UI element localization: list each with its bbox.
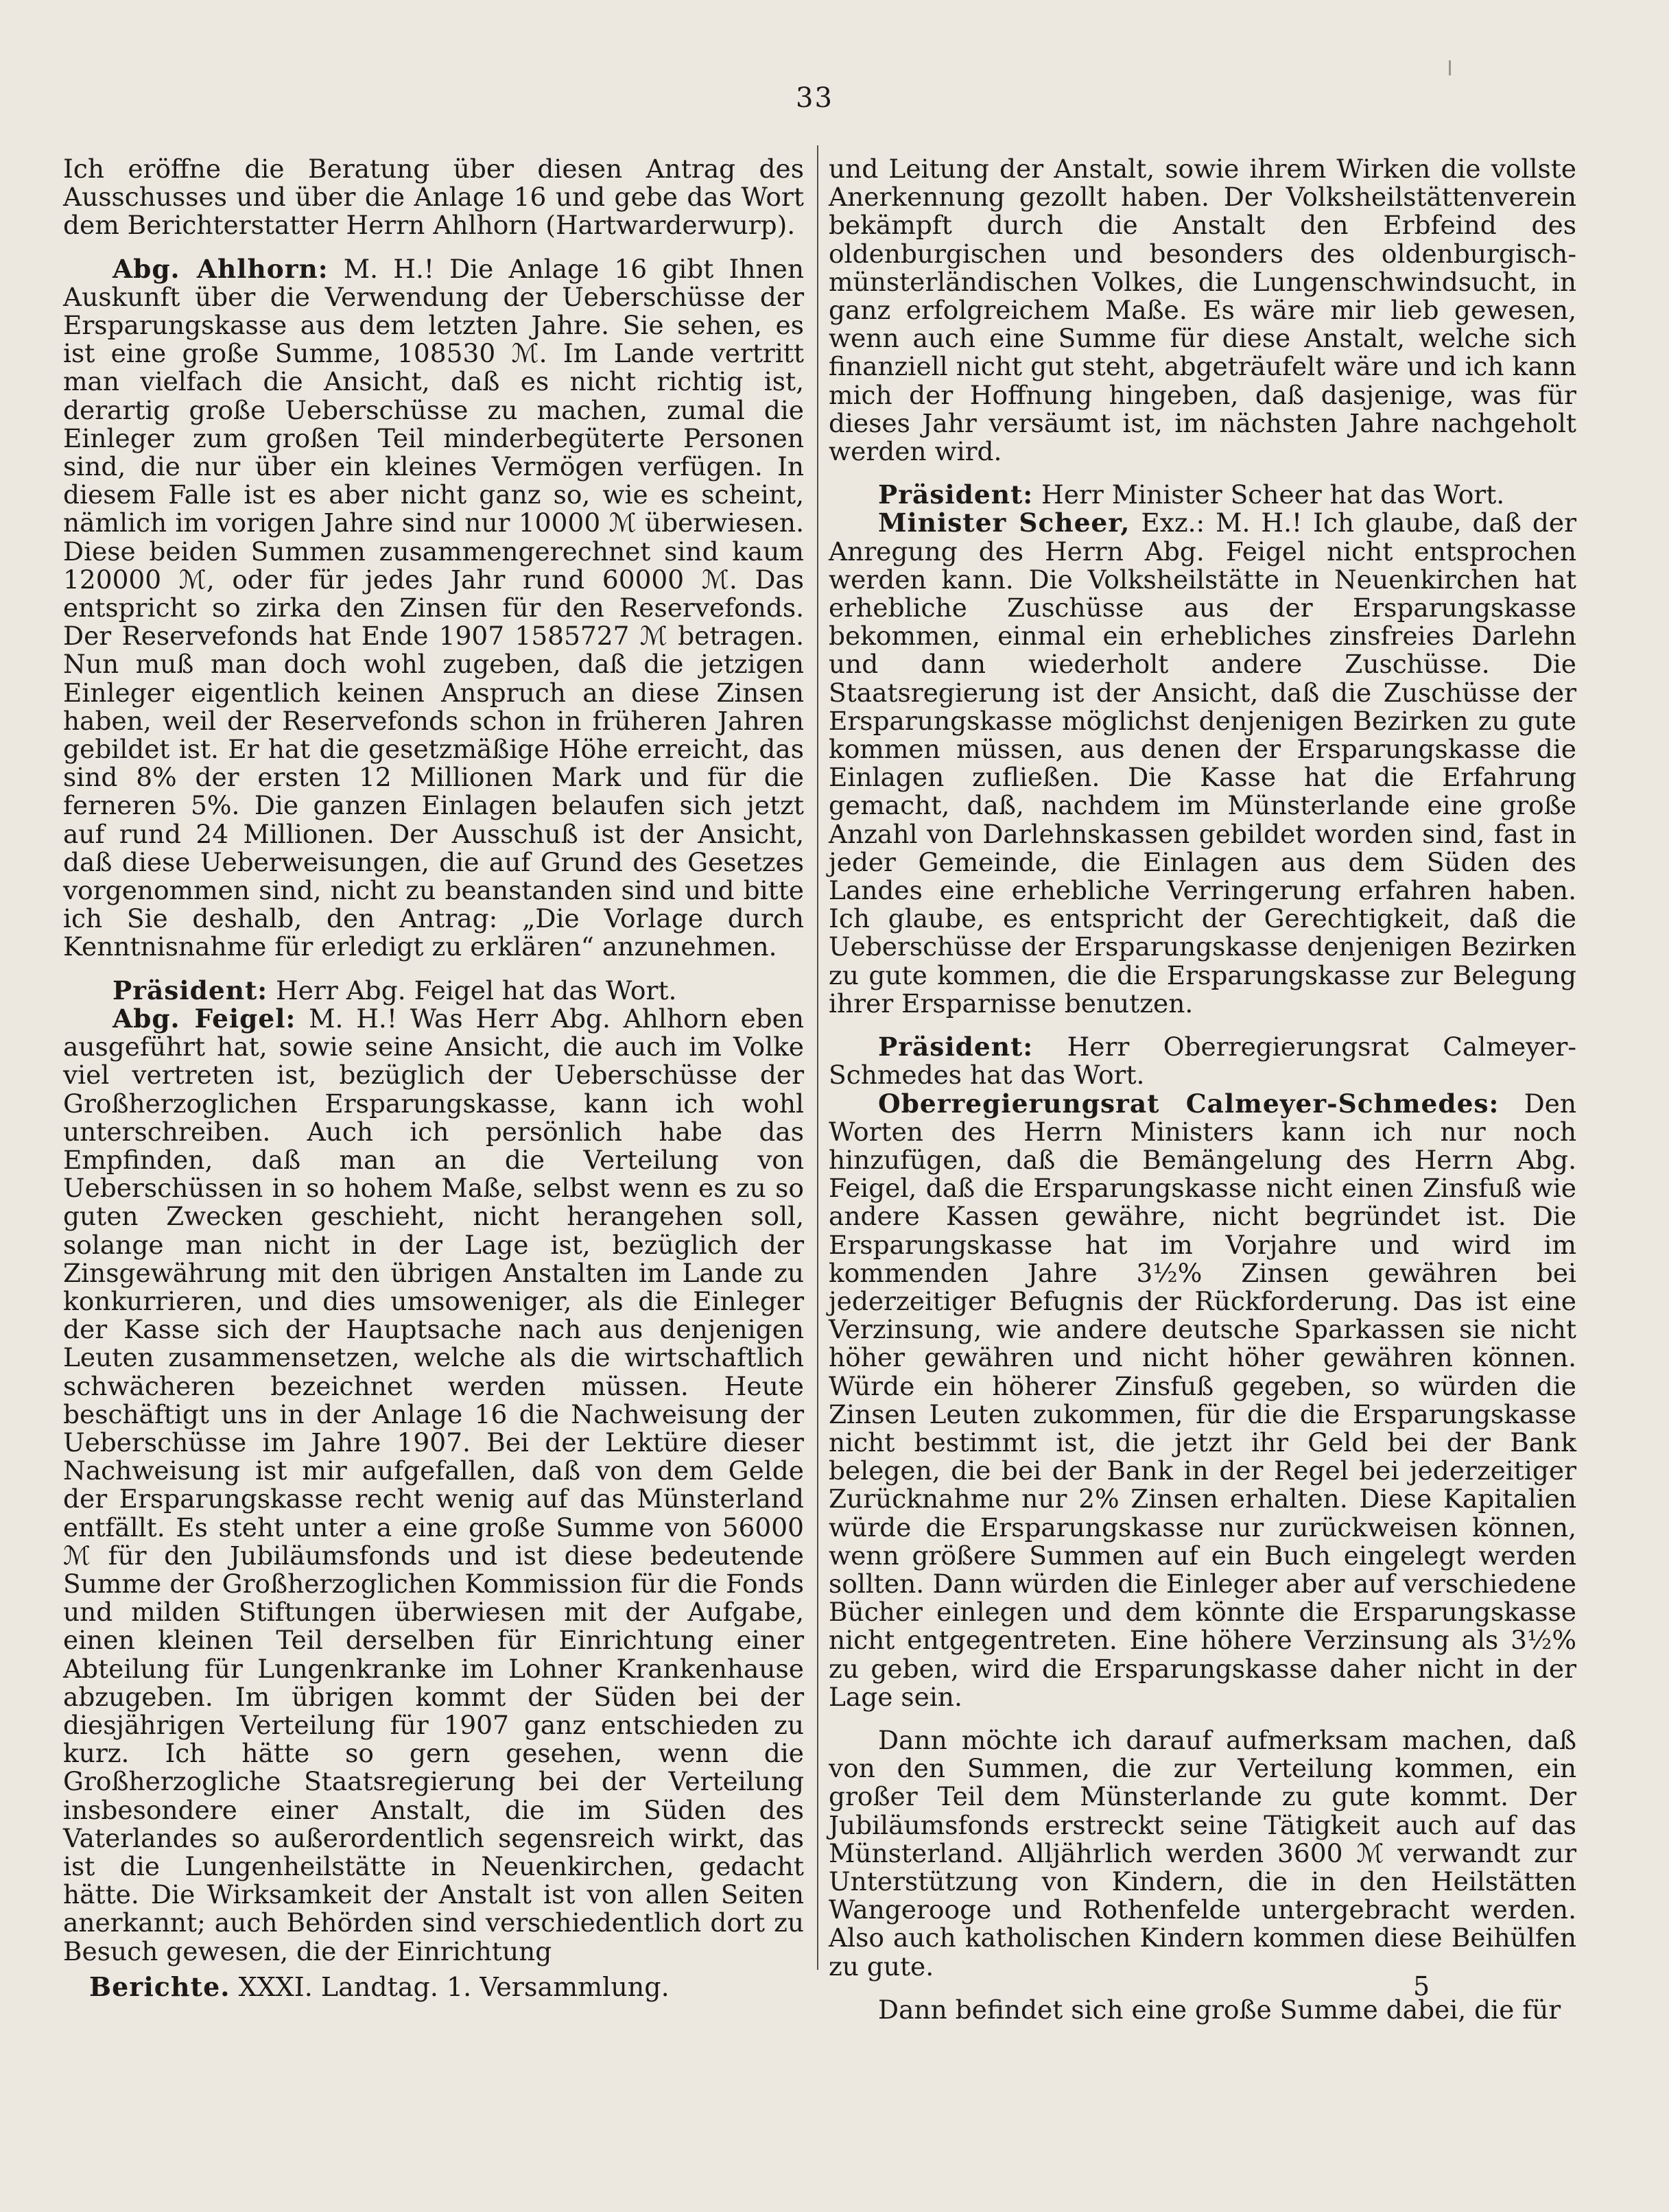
page-number: 33: [796, 82, 833, 114]
speaker-label: Oberregierungsrat Calmeyer-Schmedes:: [878, 1088, 1500, 1119]
speaker-label: Präsident:: [878, 1032, 1034, 1062]
paragraph: [829, 1033, 1576, 1089]
paragraph-text: Herr Minister Scheer hat das Wort.: [1041, 479, 1505, 510]
paragraph-text: Herr Abg. Feigel hat das Wort.: [276, 975, 677, 1006]
paragraph-text: Ich eröffne die Beratung über diesen Antrag des Ausschusses und über die Anlage 16 und gebe das Wort dem Berichterstatter Herrn Ahlhorn (Hartwarderwurp).: [63, 154, 804, 241]
right-column: [829, 155, 1576, 2024]
paragraph-text: und Leitung der Anstalt, sowie ihrem Wirken die vollste Anerkennung gezollt haben. Der Volksheilstättenverein bekämpft durch die Anstalt den Erbfeind des oldenburgischen und besonders des oldenburgisch-münsterländischen Volkes, die Lungenschwindsucht, in ganz erfolgreichem Maße. Es wäre mir lieb gewesen, wenn auch eine Summe für diese Anstalt, welche sich finanziell nicht gut steht, abgeträufelt wäre und ich kann mich der Hoffnung hingeben, daß dasjenige, was für dieses Jahr versäumt ist, im nächsten Jahre nachgeholt werden wird.: [829, 154, 1576, 467]
speaker-label: Präsident:: [113, 975, 268, 1006]
footer-label-bold: Berichte.: [89, 1971, 230, 2002]
paragraph: [63, 255, 804, 962]
paragraph: [829, 509, 1576, 1018]
paragraph: [829, 481, 1576, 509]
paragraph-text: Dann befindet sich eine große Summe dabei, die für: [878, 1994, 1561, 2025]
column-divider: [817, 145, 818, 1970]
paragraph-text: Herr Oberregierungsrat Calmeyer-Schmedes hat das Wort.: [829, 1032, 1576, 1091]
paragraph: [829, 155, 1576, 466]
footer-signature: [89, 1971, 670, 2002]
paragraph: [829, 1996, 1576, 2024]
paragraph-text: Exz.: M. H.! Ich glaube, daß der Anregung des Herrn Abg. Feigel nicht entsprochen werden kann. Die Volksheilstätte in Neuenkirchen hat erhebliche Zuschüsse aus der Ersparungskasse bekommen, einmal ein erhebliches zinsfreies Darlehn und dann wiederholt andere Zuschüsse. Die Staatsregierung ist der Ansicht, daß die Zuschüsse der Ersparungskasse möglichst denjenigen Bezirken zu gute kommen müssen, aus denen der Ersparungskasse die Einlagen zufließen. Die Kasse hat die Erfahrung gemacht, daß, nachdem im Münsterlande eine große Anzahl von Darlehnskassen gebildet worden sind, fast in jeder Gemeinde, die Einlagen aus dem Süden des Landes eine erhebliche Verringerung erfahren haben. Ich glaube, es entspricht der Gerechtigkeit, daß die Ueberschüsse der Ersparungskasse denjenigen Bezirken zu gute kommen, die die Ersparungskasse zur Belegung ihrer Ersparnisse benutzen.: [829, 508, 1576, 1019]
speaker-label: Abg. Ahlhorn:: [113, 253, 329, 284]
speaker-label: Abg. Feigel:: [113, 1003, 296, 1034]
speaker-label: Präsident:: [878, 479, 1034, 510]
print-speck: [1449, 60, 1451, 75]
sheet-number: 5: [1413, 1971, 1430, 2001]
paragraph-text: Den Worten des Herrn Ministers kann ich nur noch hinzufügen, daß die Bemängelung des Herrn Abg. Feigel, daß die Ersparungskasse nicht einen Zinsfuß wie andere Kassen gewähre, nicht begründet ist. Die Ersparungskasse hat im Vorjahre und wird im kommenden Jahre 3½% Zinsen gewähren bei jederzeitiger Befugnis der Rückforderung. Das ist eine Verzinsung, wie andere deutsche Sparkassen sie nicht höher gewähren und nicht höher gewähren können. Würde ein höherer Zinsfuß gegeben, so würden die Zinsen Leuten zukommen, für die die Ersparungskasse nicht bestimmt ist, die jetzt ihr Geld bei der Bank belegen, die bei der Bank in der Regel bei jederzeitiger Zurücknahme nur 2% Zinsen erhalten. Diese Kapitalien würde die Ersparungskasse nur zurückweisen können, wenn größere Summen auf ein Buch eingelegt werden sollten. Dann würden die Einleger aber auf verschiedene Bücher einlegen und dem könnte die Ersparungskasse nicht entgegentreten. Eine höhere Verzinsung als 3½% zu geben, wird die Ersparungskasse daher nicht in der Lage sein.: [829, 1088, 1576, 1712]
paragraph: [829, 1090, 1576, 1711]
left-column: [63, 155, 804, 1966]
paragraph: [63, 155, 804, 240]
footer-label: XXXI. Landtag. 1. Versammlung.: [238, 1972, 670, 2002]
paragraph-text: M. H.! Die Anlage 16 gibt Ihnen Auskunft über die Verwendung der Ueberschüsse der Ersparungskasse aus dem letzten Jahre. Sie sehen, es ist eine große Summe, 108530 ℳ. Im Lande vertritt man vielfach die Ansicht, daß es nicht richtig ist, derartig große Ueberschüsse zu machen, zumal die Einleger zum großen Teil minderbegüterte Personen sind, die nur über ein kleines Vermögen verfügen. In diesem Falle ist es aber nicht ganz so, wie es scheint, nämlich im vorigen Jahre sind nur 10000 ℳ überwiesen. Diese beiden Summen zusammengerechnet sind kaum 120000 ℳ, oder für jedes Jahr rund 60000 ℳ. Das entspricht so zirka den Zinsen für den Reservefonds. Der Reservefonds hat Ende 1907 1585727 ℳ betragen. Nun muß man doch wohl zugeben, daß die jetzigen Einleger eigentlich keinen Anspruch an diese Zinsen haben, weil der Reservefonds schon in früheren Jahren gebildet ist. Er hat die gesetzmäßige Höhe erreicht, das sind 8% der ersten 12 Millionen Mark und für die ferneren 5%. Die ganzen Einlagen belaufen sich jetzt auf rund 24 Millionen. Der Ausschuß ist der Ansicht, daß diese Ueberweisungen, die auf Grund des Gesetzes vorgenommen sind, nicht zu beanstanden sind und bitte ich Sie deshalb, den Antrag: „Die Vorlage durch Kenntnisnahme für erledigt zu erklären“ anzunehmen.: [63, 253, 804, 962]
paragraph: [63, 1005, 804, 1966]
speaker-label: Minister Scheer,: [878, 508, 1131, 538]
paragraph: [829, 1726, 1576, 1981]
paragraph-text: M. H.! Was Herr Abg. Ahlhorn eben ausgeführt hat, sowie seine Ansicht, die auch im Volke viel vertreten ist, bezüglich der Ueberschüsse der Großherzoglichen Ersparungskasse, kann ich wohl unterschreiben. Auch ich persönlich habe das Empfinden, daß man an die Verteilung von Ueberschüssen in so hohem Maße, selbst wenn es zu so guten Zwecken geschieht, nicht herangehen soll, solange man nicht in der Lage ist, bezüglich der Zinsgewährung mit den übrigen Anstalten im Lande zu konkurrieren, und dies umsoweniger, als die Einleger der Kasse sich der Hauptsache nach aus denjenigen Leuten zusammensetzen, welche als die wirtschaftlich schwächeren bezeichnet werden müssen. Heute beschäftigt uns in der Anlage 16 die Nachweisung der Ueberschüsse im Jahre 1907. Bei der Lektüre dieser Nachweisung ist mir aufgefallen, daß von dem Gelde der Ersparungskasse recht wenig auf das Münsterland entfällt. Es steht unter a eine große Summe von 56000 ℳ für den Jubiläumsfonds und ist diese bedeutende Summe der Großherzoglichen Kommission für die Fonds und milden Stiftungen überwiesen mit der Aufgabe, einen kleinen Teil derselben für Einrichtung einer Abteilung für Lungenkranke im Lohner Krankenhause abzugeben. Im übrigen kommt der Süden bei der diesjährigen Verteilung für 1907 ganz entschieden zu kurz. Ich hätte so gern gesehen, wenn die Großherzogliche Staatsregierung bei der Verteilung insbesondere einer Anstalt, die im Süden des Vaterlandes so außerordentlich segensreich wirkt, das ist die Lungenheilstätte in Neuenkirchen, gedacht hätte. Die Wirksamkeit der Anstalt ist von allen Seiten anerkannt; auch Behörden sind verschiedentlich dort zu Besuch gewesen, die der Einrichtung: [63, 1003, 805, 1966]
paragraph: [63, 977, 804, 1005]
paragraph-text: Dann möchte ich darauf aufmerksam machen, daß von den Summen, die zur Verteilung kommen, ein großer Teil dem Münsterlande zu gute kommt. Der Jubiläumsfonds erstreckt seine Tätigkeit auch auf das Münsterland. Alljährlich werden 3600 ℳ verwandt zur Unterstützung von Kindern, die in den Heilstätten Wangerooge und Rothenfelde untergebracht werden. Also auch katholischen Kindern kommen diese Beihülfen zu gute.: [829, 1724, 1576, 1982]
